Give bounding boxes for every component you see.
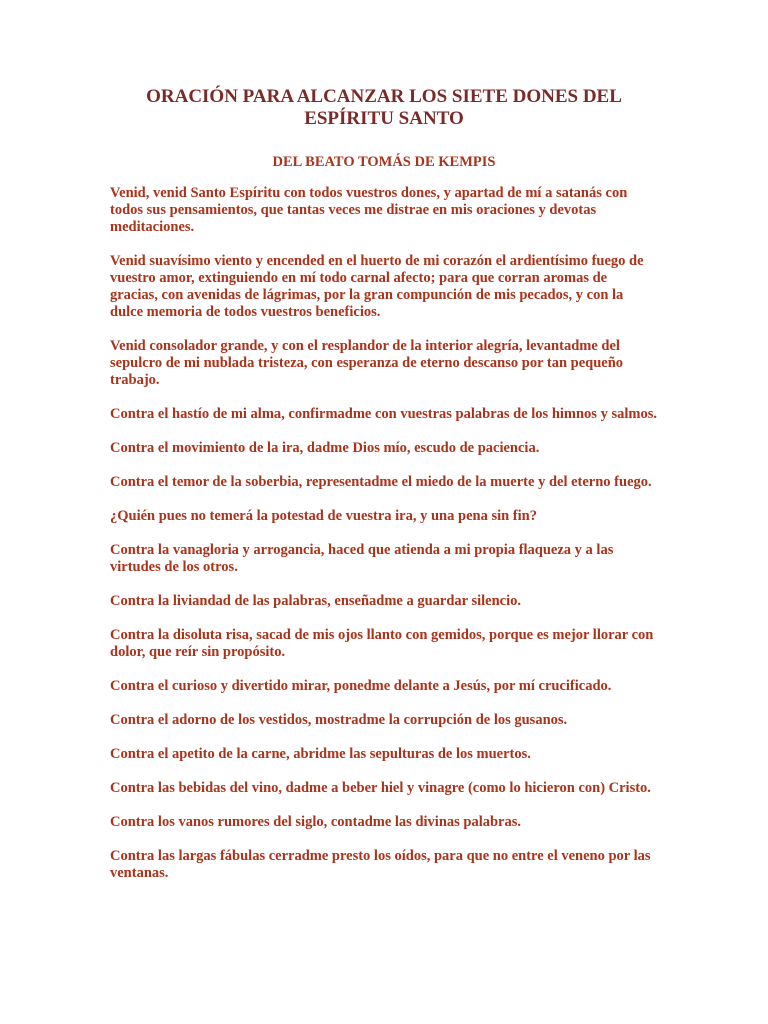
paragraph: Venid suavísimo viento y encended en el huerto de mi corazón el ardientísimo fuego de vuestro amor, extinguiendo en mí todo carnal afecto; para que corran aromas de gracias, con avenidas de lágrimas, por la gran compunción de mis pecados, y con la dulce memoria de todos vuestros beneficios. bbox=[110, 253, 644, 320]
document-title: ORACIÓN PARA ALCANZAR LOS SIETE DONES DEL ESPÍRITU SANTO bbox=[146, 86, 622, 129]
paragraph: Contra la liviandad de las palabras, enseñadme a guardar silencio. bbox=[110, 593, 522, 609]
paragraph: Contra las bebidas del vino, dadme a beber hiel y vinagre (como lo hicieron con) Cristo. bbox=[110, 780, 651, 796]
paragraph: Contra los vanos rumores del siglo, contadme las divinas palabras. bbox=[110, 814, 522, 830]
paragraph: Contra el movimiento de la ira, dadme Dios mío, escudo de paciencia. bbox=[110, 440, 540, 456]
paragraph: Venid consolador grande, y con el resplandor de la interior alegría, levantadme del sepulcro de mi nublada tristeza, con esperanza de eterno descanso por tan pequeño trabajo. bbox=[110, 338, 624, 388]
paragraph: Contra las largas fábulas cerradme presto los oídos, para que no entre el veneno por las ventanas. bbox=[110, 848, 651, 881]
document-body bbox=[110, 185, 658, 882]
paragraph: Contra la disoluta risa, sacad de mis ojos llanto con gemidos, porque es mejor llorar con dolor, que reír sin propósito. bbox=[110, 627, 654, 660]
paragraph: Contra el curioso y divertido mirar, ponedme delante a Jesús, por mí crucificado. bbox=[110, 678, 612, 694]
paragraph: Contra la vanagloria y arrogancia, haced que atienda a mi propia flaqueza y a las virtudes de los otros. bbox=[110, 542, 614, 575]
paragraph: Contra el apetito de la carne, abridme las sepulturas de los muertos. bbox=[110, 746, 531, 762]
paragraph: Contra el temor de la soberbia, representadme el miedo de la muerte y del eterno fuego. bbox=[110, 474, 652, 490]
paragraph: ¿Quién pues no temerá la potestad de vuestra ira, y una pena sin fin? bbox=[110, 508, 537, 524]
paragraph: Venid, venid Santo Espíritu con todos vuestros dones, y apartad de mí a satanás con todos sus pensamientos, que tantas veces me distrae en mis oraciones y devotas meditaciones. bbox=[110, 185, 628, 235]
document-subtitle: DEL BEATO TOMÁS DE KEMPIS bbox=[272, 154, 496, 170]
paragraph: Contra el hastío de mi alma, confirmadme con vuestras palabras de los himnos y salmos. bbox=[110, 406, 657, 422]
paragraph: Contra el adorno de los vestidos, mostradme la corrupción de los gusanos. bbox=[110, 712, 568, 728]
document-page bbox=[110, 86, 658, 899]
